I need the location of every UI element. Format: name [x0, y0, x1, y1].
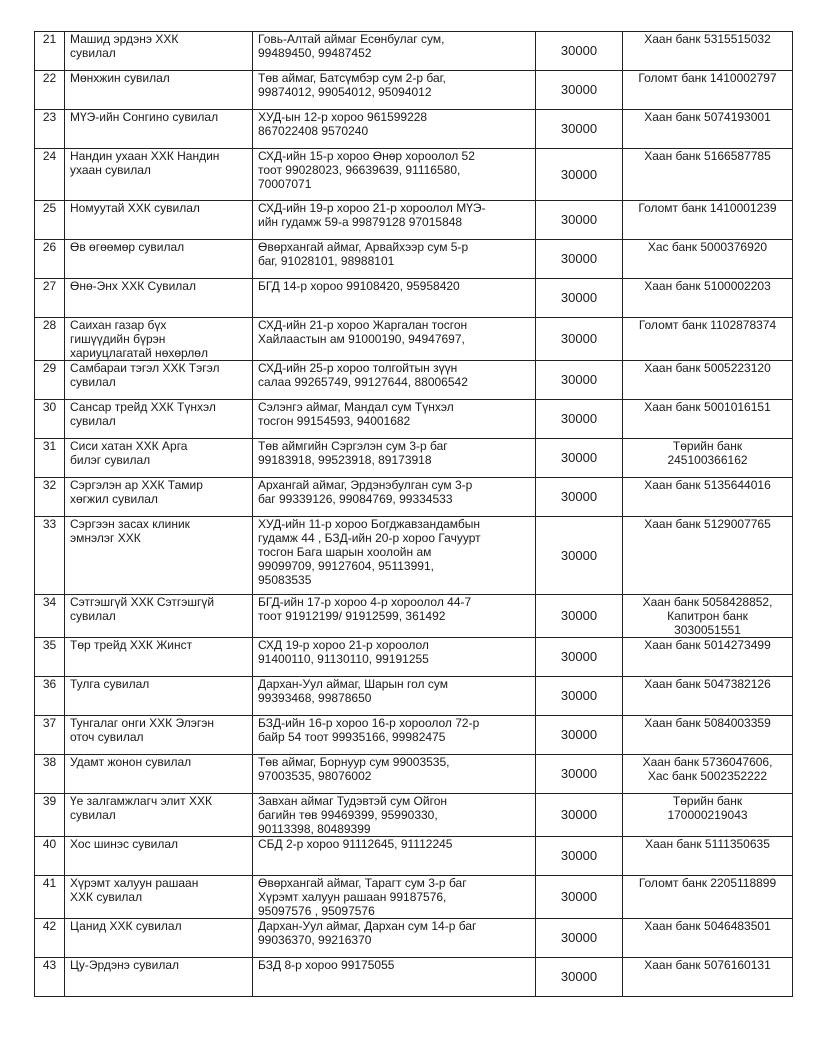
organization-name-cell — [65, 439, 253, 478]
address-phone-cell-line: Төв аймаг, Батсүмбэр сум 2-р баг, — [258, 71, 446, 85]
bank-account-cell-line: Хаан банк 5135644016 — [644, 478, 771, 492]
bank-account-cell-line: Хаан банк 5129007765 — [644, 517, 771, 531]
bank-account-cell-line: Хаан банк 5047382126 — [644, 677, 771, 691]
table-row — [35, 638, 793, 677]
row-number-cell: 23 — [35, 110, 65, 149]
row-number-cell: 32 — [35, 478, 65, 517]
address-phone-cell-line: Хайлаастын ам 91000190, 94947697, — [258, 332, 465, 346]
organization-name-cell — [65, 677, 253, 716]
organization-name-cell-line: сувилал — [70, 375, 116, 389]
organization-name-cell — [65, 638, 253, 677]
address-phone-cell — [253, 201, 536, 240]
table-row — [35, 478, 793, 517]
row-number-cell: 42 — [35, 919, 65, 958]
bank-account-cell — [623, 837, 793, 876]
table-row — [35, 517, 793, 595]
fee-cell: 30000 — [536, 677, 623, 716]
bank-account-cell — [623, 876, 793, 919]
table-row — [35, 361, 793, 400]
address-phone-cell-line: 91400110, 91130110, 99191255 — [258, 652, 429, 666]
row-number-cell: 31 — [35, 439, 65, 478]
table-body — [35, 32, 793, 997]
address-phone-cell-line: Архангай аймаг, Эрдэнэбулган сум 3-р — [258, 478, 473, 492]
bank-account-cell — [623, 110, 793, 149]
row-number-cell: 34 — [35, 595, 65, 638]
bank-account-cell-line: Хаан банк 5315515032 — [644, 32, 771, 46]
address-phone-cell-line: гудамж 44 , БЗД-ийн 20-р хороо Гачуурт — [258, 531, 481, 545]
organization-name-cell-line: гишүүдийн бүрэн — [70, 332, 166, 346]
table-row — [35, 71, 793, 110]
table-row — [35, 595, 793, 638]
bank-account-cell-line: Хаан банк 5058428852, — [642, 595, 773, 609]
address-phone-cell — [253, 958, 536, 997]
address-phone-cell-line: 70007071 — [258, 177, 312, 191]
organization-name-cell-line: Өв өгөөмөр сувилал — [70, 240, 185, 254]
address-phone-cell-line: 90113398, 80489399 — [258, 822, 371, 836]
address-phone-cell — [253, 755, 536, 794]
row-number-cell: 25 — [35, 201, 65, 240]
address-phone-cell-line: Төв аймгийн Сэргэлэн сум 3-р баг — [258, 439, 448, 453]
address-phone-cell-line: Говь-Алтай аймаг Есөнбулаг сум, — [258, 32, 445, 46]
bank-account-cell-line: Хаан банк 5074193001 — [644, 110, 771, 124]
table-row — [35, 716, 793, 755]
fee-cell: 30000 — [536, 837, 623, 876]
organization-name-cell — [65, 919, 253, 958]
organization-name-cell — [65, 110, 253, 149]
organization-name-cell-line: Саихан газар бүх — [70, 318, 167, 332]
bank-account-cell-line: 245100366162 — [667, 453, 748, 467]
organization-name-cell-line: Өнө-Энх ХХК Сувилал — [70, 279, 196, 293]
organization-name-cell — [65, 595, 253, 638]
organization-name-cell-line: ХХК сувилал — [70, 890, 143, 904]
address-phone-cell — [253, 32, 536, 71]
bank-account-cell-line: Хаан банк 5046483501 — [644, 919, 771, 933]
bank-account-cell-line: Голомт банк 1410002797 — [638, 71, 777, 85]
table-row — [35, 149, 793, 201]
address-phone-cell-line: Сэлэнгэ аймаг, Мандал сум Түнхэл — [258, 400, 454, 414]
row-number-cell: 37 — [35, 716, 65, 755]
bank-account-cell-line: Хас банк 5000376920 — [647, 240, 768, 254]
organization-name-cell — [65, 958, 253, 997]
address-phone-cell — [253, 318, 536, 361]
organization-name-cell — [65, 716, 253, 755]
fee-cell: 30000 — [536, 240, 623, 279]
address-phone-cell-line: тосгон 99154593, 94001682 — [258, 414, 411, 428]
organization-name-cell-line: Сансар трейд ХХК Түнхэл — [70, 400, 216, 414]
bank-account-cell-line: Хаан банк 5100002203 — [644, 279, 771, 293]
address-phone-cell-line: тоот 91912199/ 91912599, 361492 — [258, 609, 446, 623]
address-phone-cell — [253, 919, 536, 958]
organization-name-cell — [65, 279, 253, 318]
row-number-cell: 35 — [35, 638, 65, 677]
organization-name-cell-line: Номуутай ХХК сувилал — [70, 201, 200, 215]
address-phone-cell-line: СХД-ийн 21-р хороо Жаргалан тосгон — [258, 318, 468, 332]
table-row — [35, 400, 793, 439]
organization-name-cell-line: Сиси хатан ХХК Арга — [70, 439, 188, 453]
organization-name-cell-line: Цанид ХХК сувилал — [70, 919, 182, 933]
bank-account-cell — [623, 279, 793, 318]
address-phone-cell-line: 99489450, 99487452 — [258, 46, 372, 60]
organization-name-cell-line: сувилал — [70, 609, 116, 623]
organization-name-cell — [65, 71, 253, 110]
bank-account-cell-line: Капитрон банк — [667, 609, 748, 623]
organization-name-cell-line: хөгжил сувилал — [70, 492, 158, 506]
organization-name-cell-line: эмнэлэг ХХК — [70, 531, 141, 545]
fee-cell: 30000 — [536, 439, 623, 478]
address-phone-cell-line: ХУД-ын 12-р хороо 961599228 — [258, 110, 428, 124]
row-number-cell: 26 — [35, 240, 65, 279]
organization-name-cell-line: билэг сувилал — [70, 453, 151, 467]
address-phone-cell — [253, 149, 536, 201]
bank-account-cell-line: Хаан банк 5076160131 — [644, 958, 771, 972]
bank-account-cell — [623, 595, 793, 638]
address-phone-cell-line: БЗД 8-р хороо 99175055 — [258, 958, 395, 972]
bank-account-cell — [623, 318, 793, 361]
address-phone-cell-line: Төв аймаг, Борнуур сум 99003535, — [258, 755, 450, 769]
address-phone-cell-line: ХУД-ийн 11-р хороо Богджавзандамбын — [258, 517, 480, 531]
table-row — [35, 439, 793, 478]
address-phone-cell-line: СХД-ийн 25-р хороо толгойтын зүүн — [258, 361, 458, 375]
row-number-cell: 39 — [35, 794, 65, 837]
address-phone-cell — [253, 478, 536, 517]
table-row — [35, 279, 793, 318]
organization-name-cell — [65, 876, 253, 919]
row-number-cell: 24 — [35, 149, 65, 201]
organization-name-cell-line: Самбараи тэгэл ХХК Тэгэл — [70, 361, 220, 375]
bank-account-cell — [623, 755, 793, 794]
address-phone-cell-line: Дархан-Уул аймаг, Шарын гол сум — [258, 677, 448, 691]
table-row — [35, 837, 793, 876]
row-number-cell: 36 — [35, 677, 65, 716]
fee-cell: 30000 — [536, 919, 623, 958]
organization-name-cell-line: Машид эрдэнэ ХХК — [70, 32, 179, 46]
table-row — [35, 318, 793, 361]
address-phone-cell-line: баг, 91028101, 98988101 — [258, 254, 395, 268]
organization-name-cell — [65, 794, 253, 837]
organization-name-cell — [65, 32, 253, 71]
table-row — [35, 32, 793, 71]
bank-account-cell — [623, 794, 793, 837]
document-page — [34, 31, 793, 997]
table-row — [35, 919, 793, 958]
organization-name-cell — [65, 201, 253, 240]
organization-name-cell-line: Тунгалаг онги ХХК Элэгэн — [70, 716, 214, 730]
row-number-cell: 22 — [35, 71, 65, 110]
organization-name-cell-line: МҮЭ-ийн Сонгино сувилал — [70, 110, 219, 124]
organization-name-cell — [65, 400, 253, 439]
organization-name-cell-line: Сэргээн засах клиник — [70, 517, 190, 531]
organization-name-cell — [65, 149, 253, 201]
table-row — [35, 794, 793, 837]
organization-name-cell-line: Мөнхжин сувилал — [70, 71, 170, 85]
row-number-cell: 21 — [35, 32, 65, 71]
table-row — [35, 677, 793, 716]
address-phone-cell — [253, 677, 536, 716]
fee-cell: 30000 — [536, 32, 623, 71]
address-phone-cell-line: 99874012, 99054012, 95094012 — [258, 85, 432, 99]
bank-account-cell — [623, 677, 793, 716]
address-phone-cell — [253, 716, 536, 755]
address-phone-cell-line: 99183918, 99523918, 89173918 — [258, 453, 432, 467]
organization-name-cell-line: Хос шинэс сувилал — [70, 837, 179, 851]
address-phone-cell-line: баг 99339126, 99084769, 99334533 — [258, 492, 453, 506]
fee-cell: 30000 — [536, 318, 623, 361]
fee-cell: 30000 — [536, 361, 623, 400]
bank-account-cell-line: Хаан банк 5001016151 — [644, 400, 771, 414]
row-number-cell: 43 — [35, 958, 65, 997]
organization-name-cell-line: сувилал — [70, 46, 116, 60]
bank-account-cell — [623, 439, 793, 478]
address-phone-cell-line: СХД-ийн 15-р хороо Өнөр хороолол 52 — [258, 149, 475, 163]
bank-account-cell-line: 170000219043 — [667, 808, 748, 822]
organization-name-cell-line: Цу-Эрдэнэ сувилал — [70, 958, 179, 972]
bank-account-cell-line: Голомт банк 1410001239 — [638, 201, 777, 215]
fee-cell: 30000 — [536, 755, 623, 794]
address-phone-cell-line: байр 54 тоот 99935166, 99982475 — [258, 730, 446, 744]
organization-name-cell-line: оточ сувилал — [70, 730, 144, 744]
table-row — [35, 110, 793, 149]
address-phone-cell-line: БГД 14-р хороо 99108420, 95958420 — [258, 279, 460, 293]
bank-account-cell — [623, 71, 793, 110]
row-number-cell: 27 — [35, 279, 65, 318]
organization-name-cell-line: хариуцлагатай нөхөрлөл — [70, 346, 208, 360]
address-phone-cell-line: ийн гудамж 59-а 99879128 97015848 — [258, 215, 463, 229]
fee-cell: 30000 — [536, 279, 623, 318]
bank-account-cell — [623, 201, 793, 240]
row-number-cell: 33 — [35, 517, 65, 595]
address-phone-cell-line: 95083535 — [258, 573, 312, 587]
address-phone-cell-line: 99036370, 99216370 — [258, 933, 372, 947]
organization-name-cell-line: Хүрэмт халуун рашаан — [70, 876, 199, 890]
address-phone-cell — [253, 71, 536, 110]
organization-name-cell — [65, 361, 253, 400]
organization-name-cell — [65, 478, 253, 517]
bank-account-cell-line: Хаан банк 5005223120 — [644, 361, 771, 375]
table-row — [35, 201, 793, 240]
row-number-cell: 40 — [35, 837, 65, 876]
organization-name-cell — [65, 240, 253, 279]
address-phone-cell-line: СХД-ийн 19-р хороо 21-р хороолол МҮЭ- — [258, 201, 486, 215]
bank-account-cell — [623, 919, 793, 958]
address-phone-cell-line: 95097576 , 95097576 — [258, 904, 375, 918]
address-phone-cell-line: салаа 99265749, 99127644, 88006542 — [258, 375, 468, 389]
fee-cell: 30000 — [536, 638, 623, 677]
address-phone-cell-line: БЗД-ийн 16-р хороо 16-р хороолол 72-р — [258, 716, 480, 730]
bank-account-cell-line: Хаан банк 5111350635 — [645, 837, 770, 851]
fee-cell: 30000 — [536, 71, 623, 110]
address-phone-cell — [253, 400, 536, 439]
address-phone-cell — [253, 517, 536, 595]
table-row — [35, 876, 793, 919]
sanatorium-table — [34, 31, 793, 997]
address-phone-cell-line: Завхан аймаг Тудэвтэй сум Ойгон — [258, 794, 447, 808]
bank-account-cell — [623, 958, 793, 997]
organization-name-cell — [65, 517, 253, 595]
bank-account-cell-line: Голомт банк 2205118899 — [638, 876, 777, 890]
fee-cell: 30000 — [536, 400, 623, 439]
address-phone-cell-line: 97003535, 98076002 — [258, 769, 372, 783]
organization-name-cell-line: Сэтгэшгүй ХХК Сэтгэшгүй — [70, 595, 215, 609]
row-number-cell: 29 — [35, 361, 65, 400]
organization-name-cell — [65, 755, 253, 794]
row-number-cell: 38 — [35, 755, 65, 794]
address-phone-cell — [253, 638, 536, 677]
address-phone-cell-line: СХД 19-р хороо 21-р хороолол — [258, 638, 429, 652]
bank-account-cell — [623, 361, 793, 400]
table-row — [35, 755, 793, 794]
bank-account-cell — [623, 240, 793, 279]
fee-cell: 30000 — [536, 517, 623, 595]
bank-account-cell — [623, 638, 793, 677]
address-phone-cell — [253, 439, 536, 478]
bank-account-cell — [623, 517, 793, 595]
organization-name-cell — [65, 318, 253, 361]
bank-account-cell — [623, 400, 793, 439]
address-phone-cell — [253, 279, 536, 318]
bank-account-cell — [623, 478, 793, 517]
organization-name-cell-line: Нандин ухаан ХХК Нандин — [70, 149, 220, 163]
table-row — [35, 240, 793, 279]
bank-account-cell-line: Хас банк 5002352222 — [647, 769, 768, 783]
fee-cell: 30000 — [536, 478, 623, 517]
bank-account-cell-line: 3030051551 — [674, 623, 741, 637]
bank-account-cell-line: Төрийн банк — [672, 439, 743, 453]
fee-cell: 30000 — [536, 595, 623, 638]
organization-name-cell-line: ухаан сувилал — [70, 163, 151, 177]
bank-account-cell-line: Голомт банк 1102878374 — [638, 318, 777, 332]
fee-cell: 30000 — [536, 110, 623, 149]
address-phone-cell-line: Хүрэмт халуун рашаан 99187576, — [258, 890, 447, 904]
address-phone-cell-line: БГД-ийн 17-р хороо 4-р хороолол 44-7 — [258, 595, 472, 609]
address-phone-cell — [253, 876, 536, 919]
fee-cell: 30000 — [536, 876, 623, 919]
address-phone-cell-line: СБД 2-р хороо 91112645, 91112245 — [258, 837, 453, 851]
address-phone-cell-line: 99393468, 99878650 — [258, 691, 372, 705]
organization-name-cell — [65, 837, 253, 876]
address-phone-cell-line: тоот 99028023, 96639639, 91116580, — [258, 163, 461, 177]
organization-name-cell-line: сувилал — [70, 414, 116, 428]
row-number-cell: 41 — [35, 876, 65, 919]
row-number-cell: 30 — [35, 400, 65, 439]
address-phone-cell-line: 867022408 9570240 — [258, 124, 369, 138]
organization-name-cell-line: Төр трейд ХХК Жинст — [70, 638, 193, 652]
bank-account-cell-line: Хаан банк 5084003359 — [644, 716, 771, 730]
fee-cell: 30000 — [536, 958, 623, 997]
fee-cell: 30000 — [536, 201, 623, 240]
address-phone-cell — [253, 595, 536, 638]
address-phone-cell-line: тосгон Бага шарын хоолойн ам — [258, 545, 432, 559]
fee-cell: 30000 — [536, 794, 623, 837]
address-phone-cell-line: Дархан-Уул аймаг, Дархан сум 14-р баг — [258, 919, 477, 933]
address-phone-cell — [253, 110, 536, 149]
organization-name-cell-line: Үе залгамжлагч элит ХХК — [70, 794, 212, 808]
address-phone-cell — [253, 240, 536, 279]
bank-account-cell-line: Төрийн банк — [672, 794, 743, 808]
address-phone-cell-line: багийн төв 99469399, 95990330, — [258, 808, 438, 822]
address-phone-cell-line: Өвөрхангай аймаг, Арвайхээр сум 5-р — [258, 240, 469, 254]
fee-cell: 30000 — [536, 149, 623, 201]
address-phone-cell — [253, 361, 536, 400]
organization-name-cell-line: сувилал — [70, 808, 116, 822]
row-number-cell: 28 — [35, 318, 65, 361]
address-phone-cell-line: 99099709, 99127604, 95113991, — [258, 559, 434, 573]
bank-account-cell — [623, 149, 793, 201]
bank-account-cell-line: Хаан банк 5736047606, — [642, 755, 773, 769]
bank-account-cell — [623, 716, 793, 755]
address-phone-cell-line: Өвөрхангай аймаг, Тарагт сум 3-р баг — [258, 876, 467, 890]
bank-account-cell-line: Хаан банк 5166587785 — [644, 149, 771, 163]
fee-cell: 30000 — [536, 716, 623, 755]
bank-account-cell-line: Хаан банк 5014273499 — [644, 638, 771, 652]
table-row — [35, 958, 793, 997]
organization-name-cell-line: Сэргэлэн ар ХХК Тамир — [70, 478, 203, 492]
organization-name-cell-line: Тулга сувилал — [70, 677, 150, 691]
address-phone-cell — [253, 837, 536, 876]
organization-name-cell-line: Удамт жонон сувилал — [70, 755, 192, 769]
address-phone-cell — [253, 794, 536, 837]
bank-account-cell — [623, 32, 793, 71]
